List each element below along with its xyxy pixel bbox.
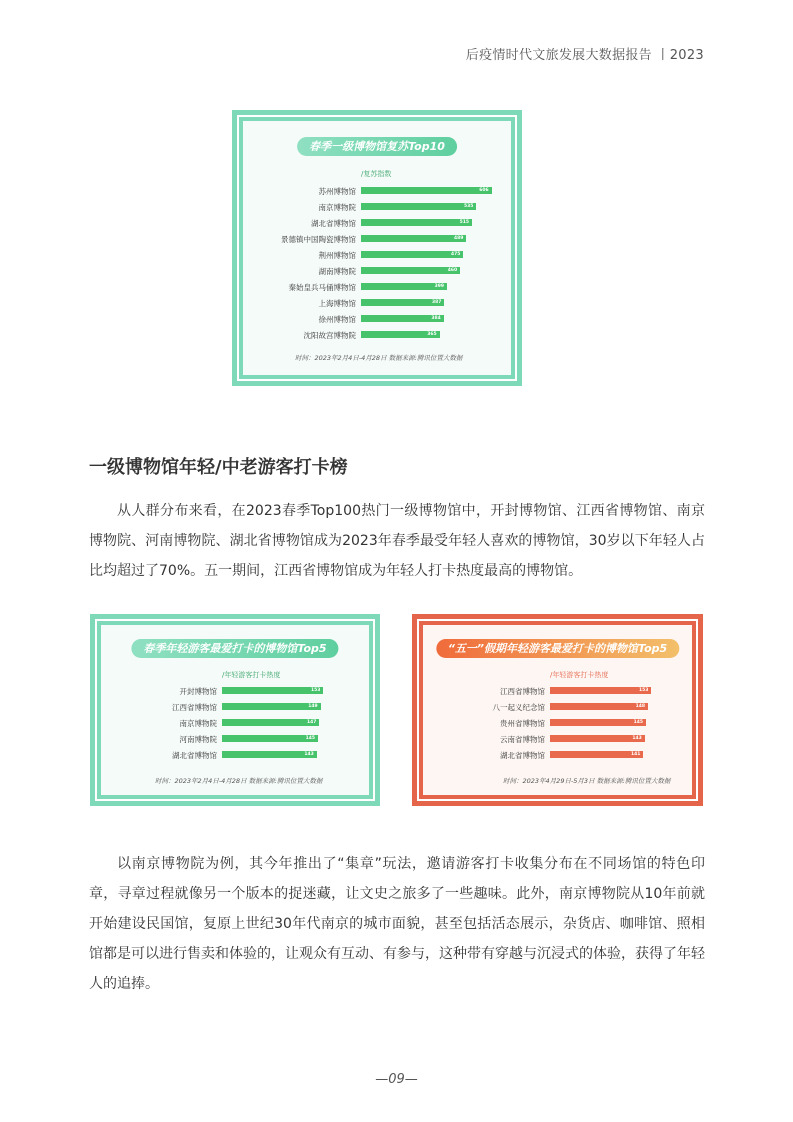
bar-value-label: 535 (463, 204, 474, 209)
bar (361, 283, 447, 290)
bar (550, 703, 648, 710)
bar-label: 湖北省博物馆 (172, 751, 217, 760)
bar (550, 751, 643, 758)
bar (222, 751, 317, 758)
bar (550, 735, 645, 742)
bar-row (172, 747, 328, 763)
bar (222, 735, 318, 742)
bar-label: 八一起义纪念馆 (492, 703, 545, 712)
chart-recovery-top10 (232, 110, 522, 386)
chart-bars (492, 683, 656, 763)
bar-row (492, 699, 656, 715)
bar (222, 687, 323, 694)
bar-value-label: 489 (454, 236, 464, 241)
bar (361, 187, 492, 194)
bar-row (500, 715, 656, 731)
bar-value-label: 475 (451, 252, 461, 257)
bar-row (288, 279, 499, 295)
bar-label: 云南省博物馆 (500, 735, 545, 744)
bar-value-label: 149 (308, 704, 318, 709)
bar-label: 秦始皇兵马俑博物馆 (288, 283, 356, 292)
bar-row (179, 683, 328, 699)
paragraph-crowd-distribution: 从人群分布来看，在2023春季Top100热门一级博物馆中，开封博物馆、江西省博物馆、南京博物院、河南博物院、湖北省博物馆成为2023年春季最受年轻人喜欢的博物馆，30岁以下年轻人占比均超过了70%。五一期间，江西省博物馆成为年轻人打卡热度最高的博物馆。 (89, 503, 705, 579)
bar (550, 719, 646, 726)
bar-label: 南京博物院 (318, 203, 356, 212)
bar (361, 219, 472, 226)
bar-label: 景德镇中国陶瓷博物馆 (281, 235, 356, 244)
bar (361, 251, 463, 258)
page-number: —09— (375, 1072, 418, 1087)
bar-row (500, 747, 656, 763)
bar-value-label: 460 (447, 268, 458, 273)
bar-label: 沈阳故宫博物院 (303, 331, 356, 340)
bar-value-label: 606 (479, 188, 489, 193)
bar-label: 湖南博物院 (318, 267, 356, 276)
bar-row (318, 199, 499, 215)
chart-spring-young-top5 (90, 614, 380, 806)
bar-row (179, 715, 328, 731)
bar-label: 河南博物院 (179, 735, 217, 744)
bar-label: 荆州博物馆 (318, 251, 356, 260)
report-header: 后疫情时代文旅发展大数据报告 丨2023 (465, 48, 704, 63)
bar-row (172, 699, 328, 715)
bar-value-label: 384 (431, 316, 441, 321)
chart-footnote: 时间：2023年4月29日-5月3日 数据来源:腾讯位置大数据 (503, 777, 671, 785)
bar-value-label: 145 (633, 720, 644, 725)
bar-row (303, 327, 499, 343)
bar-row (318, 263, 499, 279)
bar-row (318, 183, 499, 199)
bar-label: 开封博物馆 (179, 687, 217, 696)
bar-value-label: 143 (304, 752, 314, 757)
bar-value-label: 145 (305, 736, 316, 741)
chart-title: “五一”假期年轻游客最爱打卡的博物馆Top5 (436, 639, 679, 658)
bar-label: 上海博物馆 (318, 299, 356, 308)
bar-value-label: 141 (631, 752, 641, 757)
bar (550, 687, 651, 694)
bar-row (179, 731, 328, 747)
bar (361, 315, 444, 322)
bar (361, 235, 466, 242)
chart-panel (243, 121, 511, 375)
bar-label: 苏州博物馆 (318, 187, 356, 196)
section-title: 一级博物馆年轻/中老游客打卡榜 (89, 457, 348, 478)
bar-value-label: 153 (310, 688, 321, 693)
bar (222, 703, 321, 710)
bar-value-label: 399 (434, 284, 445, 289)
bar (361, 299, 444, 306)
paragraph-nanjing-museum: 以南京博物院为例，其今年推出了“集章”玩法，邀请游客打卡收集分布在不同场馆的特色印章，寻章过程就像另一个版本的捉迷藏，让文史之旅多了一些趣味。此外，南京博物院从10年前就开始建设民国馆，复原上世纪30年代南京的城市面貌，甚至包括活态展示，杂货店、咖啡馆、照相馆都是可以进行售卖和体验的，让观众有互动、有参与，这种带有穿越与沉浸式的体验，获得了年轻人的追捧。 (89, 856, 705, 992)
bar-row (318, 247, 499, 263)
bar-label: 南京博物院 (179, 719, 217, 728)
bar-label: 江西省博物馆 (500, 687, 545, 696)
bar-row (500, 683, 656, 699)
bar-row (500, 731, 656, 747)
chart-panel (101, 625, 369, 795)
bar-row (318, 311, 499, 327)
chart-mayday-young-top5 (412, 614, 703, 806)
chart-axis-title: /复苏指数 (361, 170, 392, 178)
bar (222, 719, 319, 726)
bar-row (281, 231, 499, 247)
chart-panel (423, 625, 692, 795)
bar (361, 203, 476, 210)
bar-value-label: 153 (638, 688, 649, 693)
bar-value-label: 515 (459, 220, 470, 225)
bar-label: 贵州省博物馆 (500, 719, 545, 728)
bar-value-label: 143 (632, 736, 642, 741)
bar-label: 徐州博物馆 (318, 315, 356, 324)
chart-axis-title: /年轻游客打卡热度 (222, 671, 281, 679)
bar-value-label: 365 (427, 332, 437, 337)
bar-label: 江西省博物馆 (172, 703, 217, 712)
bar-row (311, 215, 499, 231)
chart-bars (281, 183, 499, 343)
bar (361, 331, 440, 338)
chart-axis-title: /年轻游客打卡热度 (550, 671, 609, 679)
bar-label: 湖北省博物馆 (500, 751, 545, 760)
bar-value-label: 148 (635, 704, 646, 709)
chart-footnote: 时间：2023年2月4日-4月28日 数据来源:腾讯位置大数据 (295, 354, 463, 362)
chart-title: 春季年轻游客最爱打卡的博物馆Top5 (131, 639, 338, 658)
chart-footnote: 时间：2023年2月4日-4月28日 数据来源:腾讯位置大数据 (155, 777, 323, 785)
bar-row (318, 295, 499, 311)
chart-title: 春季一级博物馆复苏Top10 (297, 137, 457, 156)
bar-label: 湖北省博物馆 (311, 219, 356, 228)
bar-value-label: 387 (432, 300, 442, 305)
chart-bars (172, 683, 328, 763)
bar (361, 267, 460, 274)
bar-value-label: 147 (306, 720, 317, 725)
